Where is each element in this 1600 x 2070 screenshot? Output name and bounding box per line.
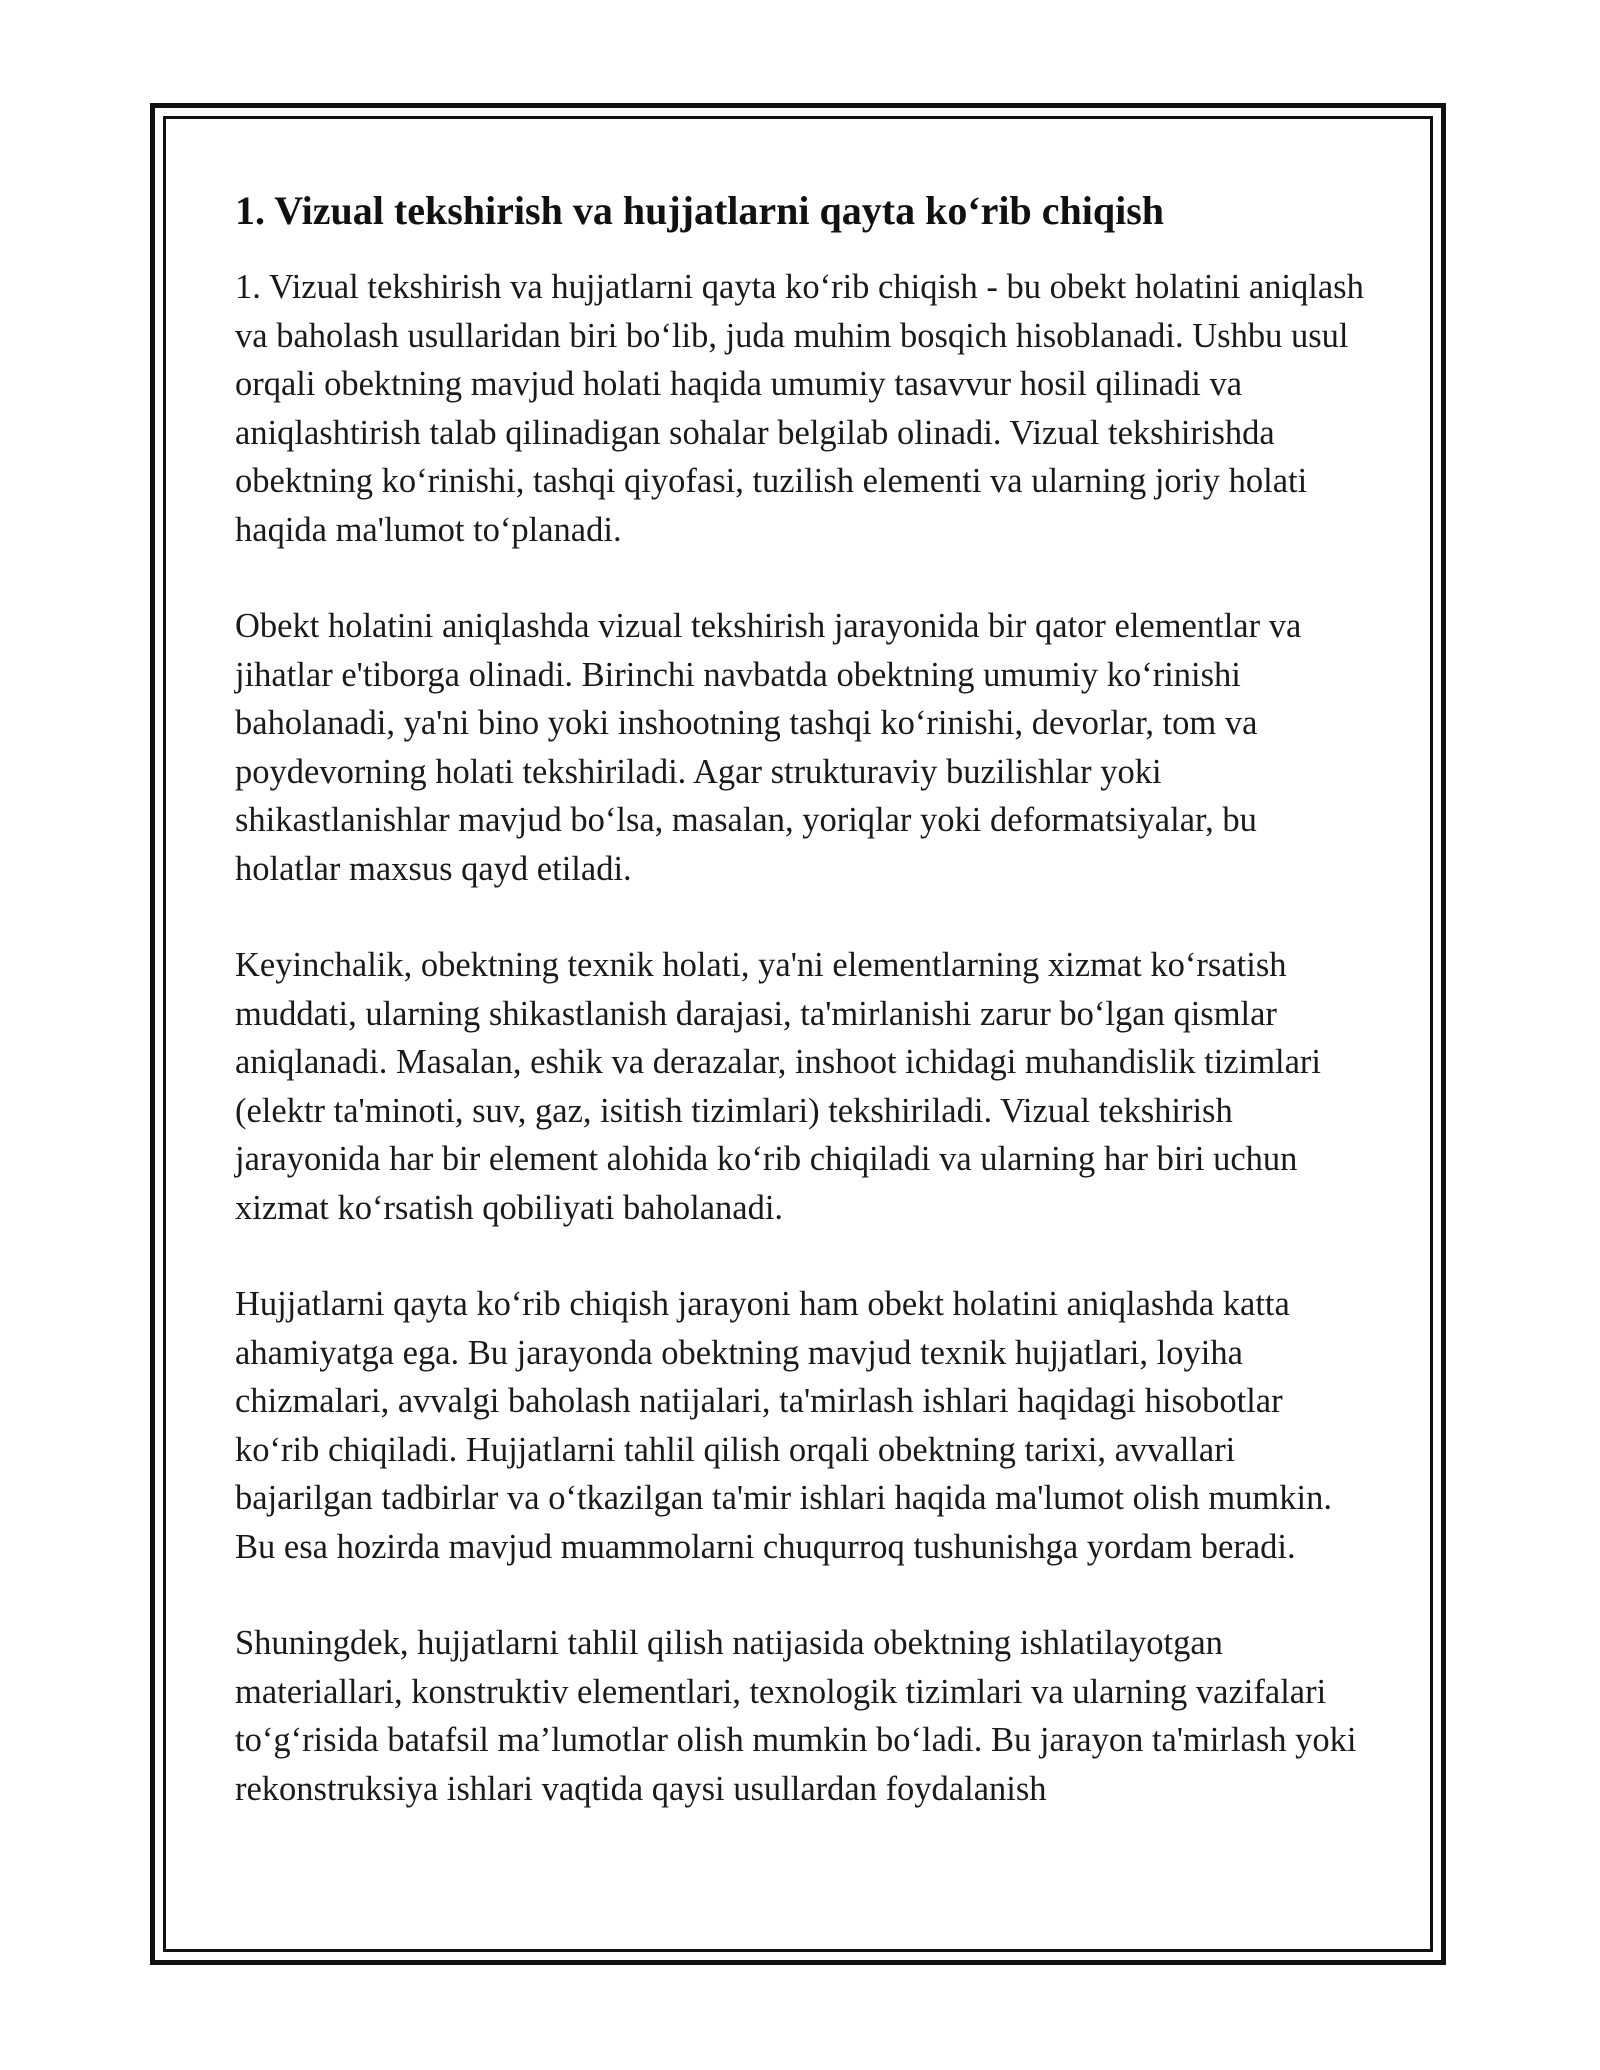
paragraph-1: 1. Vizual tekshirish va hujjatlarni qayta ko‘rib chiqish - bu obekt holatini aniqlash va baholash usullaridan biri bo‘lib, juda muhim bosqich hisoblanadi. Ushbu usul orqali obektning mavjud holati haqida umumiy tasavvur hosil qilinadi va aniqlashtirish talab qilinadigan sohalar belgilab olinadi. Vizual tekshirishda obektning ko‘rinishi, tashqi qiyofasi, tuzilish elementi va ularning joriy holati haqida ma'lumot to‘planadi. [235, 268, 1364, 549]
section-heading: 1. Vizual tekshirish va hujjatlarni qayta ko‘rib chiqish [235, 188, 1165, 233]
paragraph-5: Shuningdek, hujjatlarni tahlil qilish natijasida obektning ishlatilayotgan materiallari, konstruktiv elementlari, texnologik tizimlari va ularning vazifalari to‘g‘risida batafsil ma’lumotlar olish mumkin bo‘ladi. Bu jarayon ta'mirlash yoki rekonstruksiya ishlari vaqtida qaysi usullardan foydalanish [235, 1624, 1357, 1808]
document-body [235, 185, 1365, 1861]
paragraph-4: Hujjatlarni qayta ko‘rib chiqish jarayoni ham obekt holatini aniqlashda katta ahamiyatga ega. Bu jarayonda obektning mavjud texnik hujjatlari, loyiha chizmalari, avvalgi baholash natijalari, ta'mirlash ishlari haqidagi hisobotlar ko‘rib chiqiladi. Hujjatlarni tahlil qilish orqali obektning tarixi, avvallari bajarilgan tadbirlar va o‘tkazilgan ta'mir ishlari haqida ma'lumot olish mumkin. Bu esa hozirda mavjud muammolarni chuqurroq tushunishga yordam beradi. [235, 1285, 1332, 1566]
paragraph-2: Obekt holatini aniqlashda vizual tekshirish jarayonida bir qator elementlar va jihatlar e'tiborga olinadi. Birinchi navbatda obektning umumiy ko‘rinishi baholanadi, ya'ni bino yoki inshootning tashqi ko‘rinishi, devorlar, tom va poydevorning holati tekshiriladi. Agar strukturaviy buzilishlar yoki shikastlanishlar mavjud bo‘lsa, masalan, yoriqlar yoki deformatsiyalar, bu holatlar maxsus qayd etiladi. [235, 607, 1302, 888]
paragraph-3: Keyinchalik, obektning texnik holati, ya'ni elementlarning xizmat ko‘rsatish muddati, ularning shikastlanish darajasi, ta'mirlanishi zarur bo‘lgan qismlar aniqlanadi. Masalan, eshik va derazalar, inshoot ichidagi muhandislik tizimlari (elektr ta'minoti, suv, gaz, isitish tizimlari) tekshiriladi. Vizual tekshirish jarayonida har bir element alohida ko‘rib chiqiladi va ularning har biri uchun xizmat ko‘rsatish qobiliyati baholanadi. [235, 946, 1322, 1227]
